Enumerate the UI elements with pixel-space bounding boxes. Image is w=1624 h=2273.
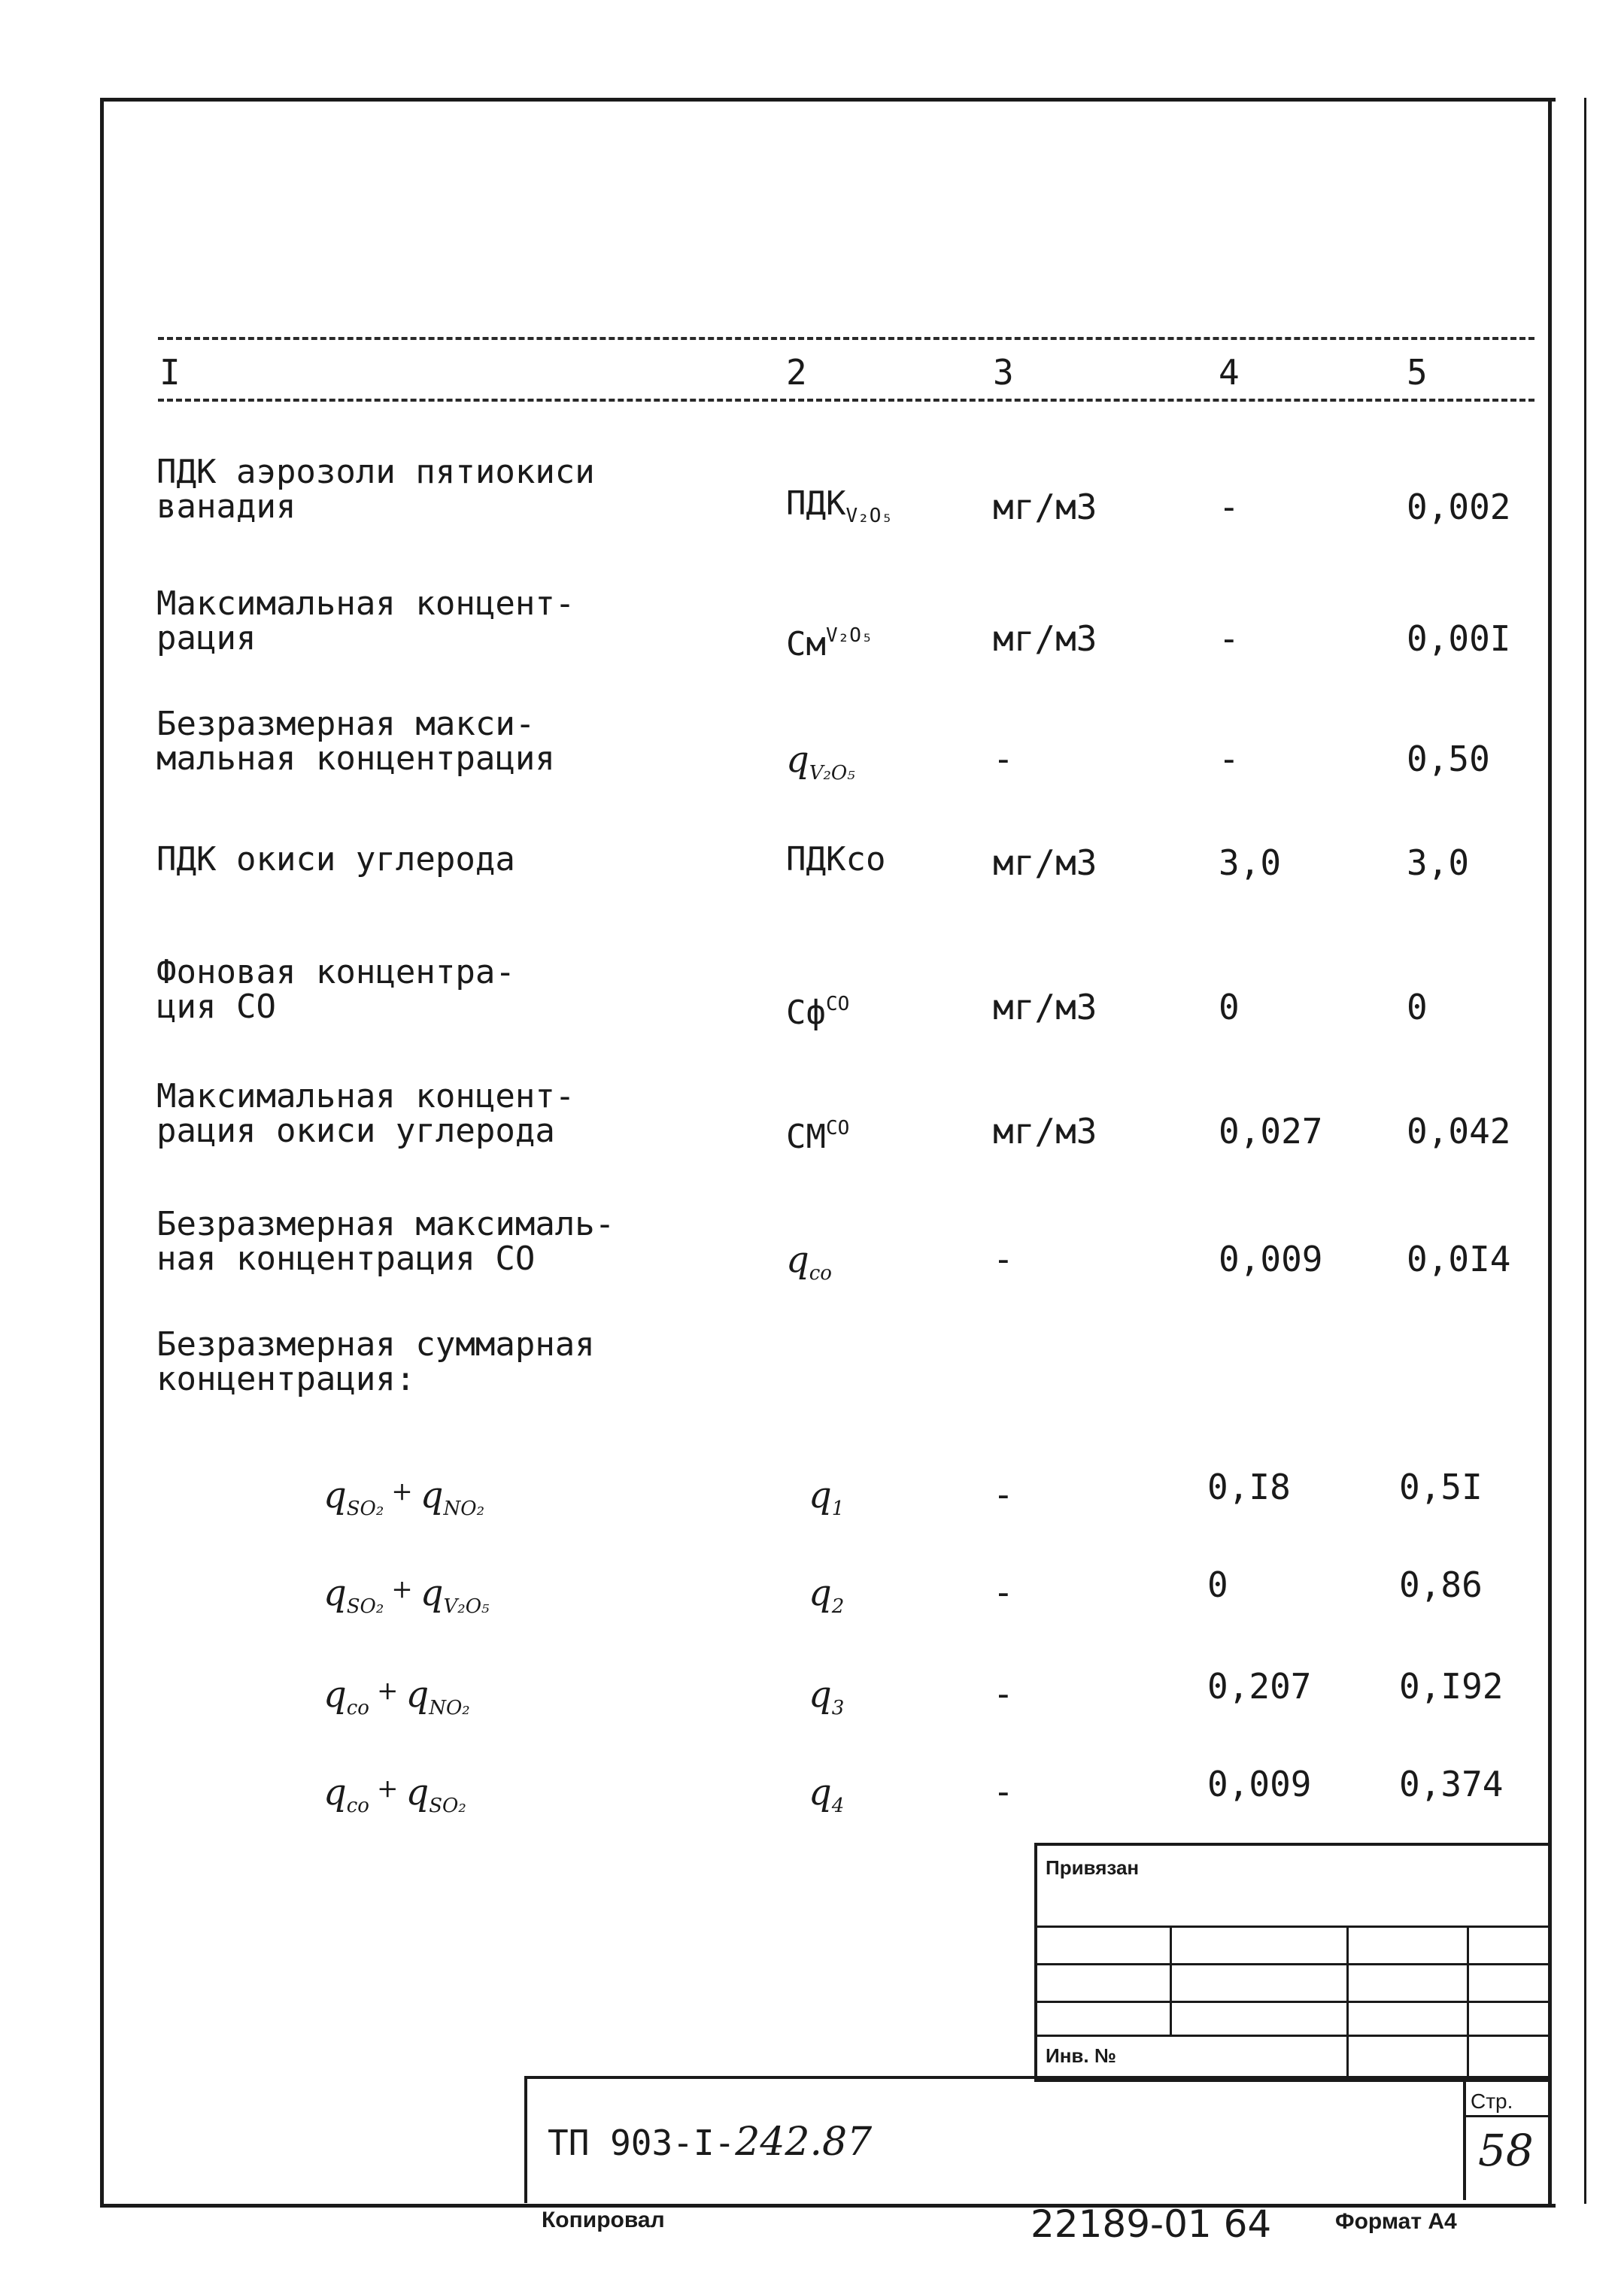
symbol-base: q <box>420 1572 444 1614</box>
table-header-top-rule <box>158 337 1534 340</box>
symbol-base: q <box>323 1474 347 1516</box>
symbol-base: ПДКсо <box>786 840 886 879</box>
symbol <box>809 1474 845 1520</box>
symbol <box>420 1572 490 1618</box>
symbol-subscript: NO₂ <box>443 1498 485 1520</box>
sum-unit: - <box>993 1771 1014 1812</box>
symbol <box>786 625 873 663</box>
symbol-base: См <box>786 625 826 663</box>
param-unit: мг/м3 <box>993 487 1097 527</box>
symbol-subscript: co <box>346 1697 369 1719</box>
symbol-base: q <box>323 1572 347 1614</box>
plus-sign: + <box>391 1574 413 1604</box>
sum-value-col4: 0,207 <box>1207 1666 1312 1707</box>
symbol <box>323 1474 384 1520</box>
table-header-bottom-rule <box>158 399 1534 402</box>
plus-sign: + <box>376 1774 399 1804</box>
symbol-subscript: NO₂ <box>429 1697 470 1719</box>
sum-value-col4: 0 <box>1207 1564 1228 1605</box>
sum-value-col5: 0,5I <box>1399 1467 1483 1507</box>
param-unit: мг/м3 <box>993 618 1097 659</box>
stamp-page-line <box>1463 2115 1548 2117</box>
symbol <box>786 1118 849 1156</box>
stamp-doc-code: ТП 903-I-242.87 <box>548 2120 873 2165</box>
sum-unit: - <box>993 1674 1014 1714</box>
sum-symbol <box>809 1771 844 1817</box>
stamp-page-number: 58 <box>1478 2125 1534 2176</box>
symbol-base: q <box>809 1771 832 1813</box>
symbol-base: ПДК <box>786 484 846 523</box>
frame-outer-right-line <box>1584 98 1586 2204</box>
param-value-col5: 0 <box>1407 987 1428 1027</box>
param-label: Максимальная концент- рация <box>156 584 575 657</box>
param-unit: мг/м3 <box>993 842 1097 883</box>
symbol <box>323 1771 369 1817</box>
plus-sign: + <box>391 1476 413 1507</box>
stamp-line <box>1034 2001 1548 2003</box>
stamp-inv-label: Инв. № <box>1046 2044 1116 2067</box>
param-value-col4: 3,0 <box>1219 842 1282 883</box>
param-label: ПДК аэрозоли пятиокиси ванадия <box>156 453 595 526</box>
symbol-base: q <box>420 1474 444 1516</box>
param-label: Максимальная концент- рация окиси углерода <box>156 1077 575 1150</box>
footer-format: Формат А4 <box>1335 2209 1457 2234</box>
symbol-base: q <box>323 1674 347 1716</box>
footer-copied: Копировал <box>542 2208 665 2232</box>
symbol-base: q <box>809 1674 832 1716</box>
param-label: Безразмерная макси- мальная концентрация <box>156 705 555 778</box>
symbol-base: q <box>405 1771 430 1813</box>
param-value-col5: 0,042 <box>1407 1111 1511 1152</box>
stamp-col-line <box>1170 1926 1172 2035</box>
param-symbol <box>786 1111 849 1155</box>
param-unit: - <box>993 1239 1014 1279</box>
symbol-subscript: co <box>809 1262 832 1285</box>
stamp-privyazan-label: Привязан <box>1046 1856 1140 1879</box>
param-symbol <box>786 739 855 784</box>
stamp-page-label: Стр. <box>1471 2089 1513 2113</box>
plus-sign: + <box>376 1676 399 1706</box>
param-symbol <box>786 842 885 877</box>
symbol-base: q <box>809 1572 832 1614</box>
col-header-2: 2 <box>786 352 807 393</box>
symbol <box>405 1771 466 1817</box>
symbol <box>786 840 885 879</box>
symbol-subscript: SO₂ <box>346 1498 384 1520</box>
symbol-subscript: V₂O₅ <box>443 1595 490 1618</box>
param-value-col4: 0,009 <box>1219 1239 1323 1279</box>
symbol-base: q <box>405 1674 430 1716</box>
sum-heading: Безразмерная суммарная концентрация: <box>156 1325 595 1398</box>
symbol-base: СМ <box>786 1118 826 1156</box>
sum-expression <box>323 1674 470 1719</box>
symbol-subscript: 3 <box>831 1697 845 1719</box>
param-symbol <box>786 1239 832 1285</box>
param-label: ПДК окиси углерода <box>156 840 515 879</box>
param-unit: мг/м3 <box>993 987 1097 1027</box>
symbol-subscript: 1 <box>831 1498 845 1520</box>
symbol-base: q <box>786 739 809 781</box>
symbol-subscript: SO₂ <box>429 1795 466 1817</box>
stamp-col-line <box>1467 1926 1469 2076</box>
col-header-4: 4 <box>1219 352 1240 393</box>
symbol <box>809 1771 845 1817</box>
sum-expression <box>323 1572 489 1618</box>
stamp-line <box>1034 1926 1548 1928</box>
symbol <box>405 1674 470 1719</box>
param-symbol <box>786 484 894 533</box>
col-header-3: 3 <box>993 352 1014 393</box>
symbol <box>786 484 894 527</box>
symbol-superscript: СО <box>825 1117 850 1140</box>
sum-expression <box>323 1474 484 1520</box>
param-value-col5: 0,0I4 <box>1407 1239 1511 1279</box>
stamp-col-line <box>1346 1926 1349 2076</box>
symbol-base: Сф <box>786 994 826 1032</box>
sum-value-col5: 0,86 <box>1399 1564 1483 1605</box>
sum-symbol <box>809 1572 844 1618</box>
param-label: Фоновая концентра- ция СО <box>156 953 515 1026</box>
symbol-base: q <box>809 1474 832 1516</box>
param-value-col5: 3,0 <box>1407 842 1470 883</box>
symbol <box>786 1239 832 1285</box>
symbol-superscript: V₂O₅ <box>825 624 873 647</box>
param-value-col5: 0,50 <box>1407 739 1490 779</box>
param-value-col4: - <box>1219 487 1240 527</box>
symbol-base: q <box>323 1771 347 1813</box>
symbol-subscript: 2 <box>831 1595 845 1618</box>
param-unit: - <box>993 739 1014 779</box>
symbol <box>786 739 855 784</box>
sum-value-col5: 0,I92 <box>1399 1666 1504 1707</box>
param-value-col4: - <box>1219 618 1240 659</box>
sum-unit: - <box>993 1474 1014 1515</box>
param-value-col5: 0,002 <box>1407 487 1511 527</box>
sum-value-col4: 0,009 <box>1207 1764 1312 1804</box>
param-value-col4: 0 <box>1219 987 1240 1027</box>
stamp-doc-code-hand: 242.87 <box>735 2120 873 2165</box>
footer-order-number: 22189-01 64 <box>1031 2202 1272 2246</box>
symbol-superscript: СО <box>825 993 850 1015</box>
param-label: Безразмерная максималь- ная концентрация СО <box>156 1205 615 1278</box>
symbol-base: q <box>786 1239 809 1281</box>
stamp-line <box>1034 2035 1548 2037</box>
sum-unit: - <box>993 1572 1014 1613</box>
symbol <box>809 1572 845 1618</box>
symbol <box>420 1474 485 1520</box>
sum-value-col4: 0,I8 <box>1207 1467 1291 1507</box>
symbol <box>323 1572 384 1618</box>
col-header-1: I <box>159 352 181 393</box>
symbol-subscript: V₂O₅ <box>845 505 894 527</box>
param-symbol <box>786 987 849 1030</box>
sum-value-col5: 0,374 <box>1399 1764 1504 1804</box>
param-symbol <box>786 618 873 662</box>
param-value-col5: 0,00I <box>1407 618 1511 659</box>
symbol-subscript: 4 <box>831 1795 845 1817</box>
param-value-col4: - <box>1219 739 1240 779</box>
param-unit: мг/м3 <box>993 1111 1097 1152</box>
symbol-subscript: V₂O₅ <box>809 762 855 784</box>
param-value-col4: 0,027 <box>1219 1111 1323 1152</box>
stamp-page-divider <box>1463 2076 1466 2200</box>
symbol <box>323 1674 369 1719</box>
symbol-subscript: co <box>346 1795 369 1817</box>
sum-symbol <box>809 1474 844 1520</box>
symbol <box>786 994 849 1032</box>
symbol-subscript: SO₂ <box>346 1595 384 1618</box>
col-header-5: 5 <box>1407 352 1428 393</box>
stamp-line <box>1034 1963 1548 1965</box>
sum-expression <box>323 1771 466 1817</box>
sum-symbol <box>809 1674 844 1719</box>
symbol <box>809 1674 845 1719</box>
